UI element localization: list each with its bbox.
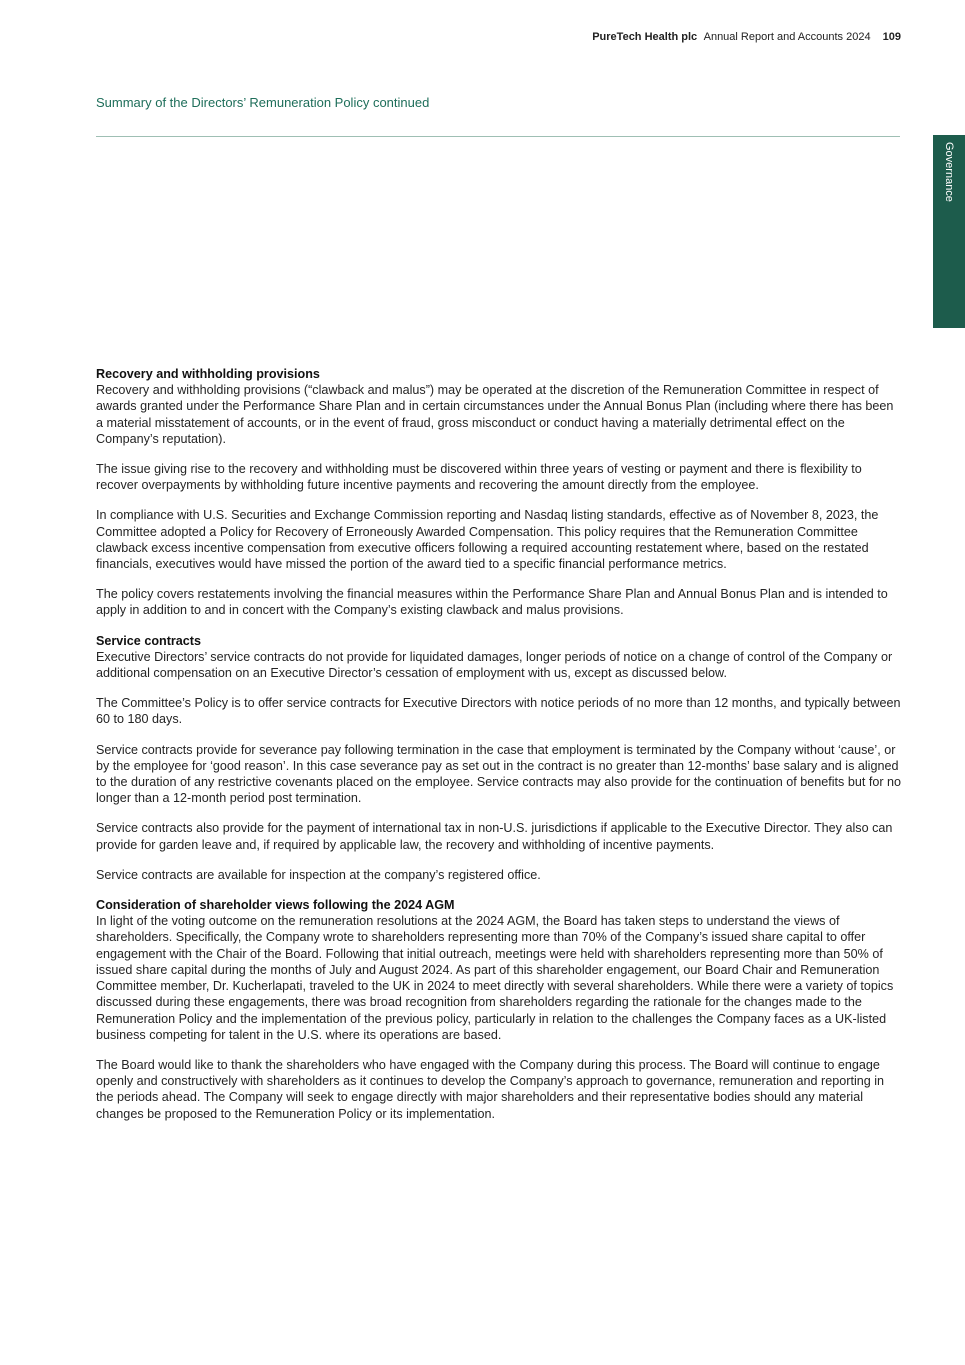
paragraph: The issue giving rise to the recovery and withholding must be discovered within three years of vesting or payment and there is flexibility to recover overpayments by withholding future incentive payments and recovering the amount directly from the employee. xyxy=(96,462,862,493)
running-header xyxy=(592,31,901,43)
paragraph: Executive Directors’ service contracts do not provide for liquidated damages, longer periods of notice on a change of control of the Company or additional compensation on an Executive Director’s cessation of employment with us, except as discussed below. xyxy=(96,649,893,681)
section-heading: Consideration of shareholder views following the 2024 AGM xyxy=(96,898,455,913)
side-tab-label: Governance xyxy=(943,142,955,202)
paragraph: Service contracts provide for severance pay following termination in the case that employment is terminated by the Company without ‘cause’, or by the employee for ‘good reason’. In this case severance pay as set out in the contract is no greater than 12-months’ base salary and is aligned to the duration of any restrictive covenants placed on the employee. Service contracts may also provide for the continuation of benefits but for no longer than a 12-month period post termination. xyxy=(96,742,902,806)
section-shareholder-views xyxy=(96,897,902,1122)
section-recovery-withholding xyxy=(96,366,902,619)
paragraph: Service contracts also provide for the payment of international tax in non-U.S. jurisdictions if applicable to the Executive Director. They also can provide for garden leave and, if required by applicable law, the recovery and withholding of incentive payments. xyxy=(96,821,893,852)
page-number: 109 xyxy=(882,31,901,43)
governance-side-tab xyxy=(933,135,965,328)
section-heading: Service contracts xyxy=(96,633,202,648)
paragraph: In light of the voting outcome on the remuneration resolutions at the 2024 AGM, the Board has taken steps to understand the views of shareholders. Specifically, the Company wrote to shareholders representing more than 70% of the Company’s issued share capital to offer engagement with the Chair of the Board. Following that initial outreach, meetings were held with shareholders representing more than 50% of issued share capital during the months of July and August 2024. As part of this shareholder engagement, our Board Chair and Remuneration Committee member, Dr. Kucherlapati, traveled to the UK in 2024 to meet directly with several shareholders. While there were a variety of topics discussed during these engagements, there was broad recognition from shareholders regarding the rationale for the changes made to the Remuneration Policy and the implementation of the previous policy, particularly in relation to the challenges the Company faces as a UK-listed business competing for talent in the U.S. where its operations are based. xyxy=(96,914,894,1042)
paragraph: The Board would like to thank the shareholders who have engaged with the Company during this process. The Board will continue to engage openly and constructively with shareholders as it continues to develop the Company’s approach to governance, remuneration and reporting in the periods ahead. The Company will seek to engage directly with major shareholders and their representative bodies should any material changes be proposed to the Remuneration Policy or its implementation. xyxy=(96,1057,885,1121)
paragraph: The Committee’s Policy is to offer service contracts for Executive Directors with notice periods of no more than 12 months, and typically between 60 to 180 days. xyxy=(96,696,901,727)
publication-title: Annual Report and Accounts 2024 xyxy=(703,31,871,43)
company-name: PureTech Health plc xyxy=(592,31,698,43)
paragraph: Recovery and withholding provisions (“clawback and malus”) may be operated at the discretion of the Remuneration Committee in respect of awards granted under the Performance Share Plan and in certain circumstances under the Annual Bonus Plan (including where there has been a material misstatement of accounts, or in the event of fraud, gross misconduct or conduct having a materially detrimental effect on the Company’s reputation). xyxy=(96,383,894,446)
paragraph: In compliance with U.S. Securities and Exchange Commission reporting and Nasdaq listing standards, effective as of November 8, 2023, the Committee adopted a Policy for Recovery of Erroneously Awarded Compensation. This policy requires that the Remuneration Committee clawback excess incentive compensation from executive officers following a required accounting restatement where, based on the restated financials, executives would have missed the portion of the award tied to a specific financial performance metrics. xyxy=(96,508,879,572)
section-heading: Recovery and withholding provisions xyxy=(96,367,320,381)
body-content xyxy=(96,366,902,1136)
paragraph: Service contracts are available for inspection at the company’s registered office. xyxy=(96,867,541,882)
section-title: Summary of the Directors’ Remuneration Policy continued xyxy=(96,95,430,110)
header-divider xyxy=(96,136,900,137)
paragraph: The policy covers restatements involving the financial measures within the Performance Share Plan and Annual Bonus Plan and is intended to apply in addition to and in concert with the Company’s existing clawback and malus provisions. xyxy=(96,587,888,618)
section-service-contracts xyxy=(96,633,902,883)
